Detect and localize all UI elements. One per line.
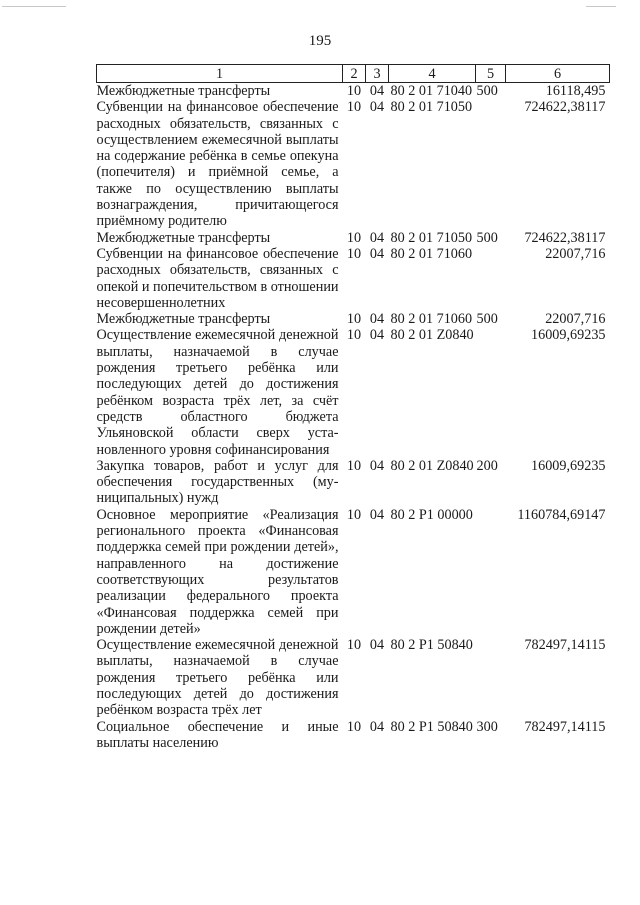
row-target-article: 80 2 P1 00000 <box>390 506 473 523</box>
row-expense-type: 500 <box>476 83 498 99</box>
row-section: 10 <box>346 327 362 344</box>
row-name: Социальное обеспечение и иные выплаты населению <box>96 718 339 751</box>
row-target-article: 80 2 01 71050 <box>390 229 473 246</box>
row-subsection: 04 <box>369 311 385 328</box>
row-amount: 22007,716 <box>545 311 606 328</box>
row-amount: 724622,38117 <box>524 99 606 116</box>
row-subsection: 04 <box>369 245 385 262</box>
row-section: 10 <box>346 83 362 99</box>
row-subsection: 04 <box>369 327 385 344</box>
header-col-3: 3 <box>366 65 389 83</box>
row-name: Основное мероприятие «Реализация регионального проекта «Финансовая поддержка семей при рождении детей», направленного на достижение соответствующих результатов реализации федерального проекта «Финансовая поддержка семей при рождении детей» <box>96 506 339 637</box>
table-row <box>97 458 610 507</box>
scan-mark-left <box>2 6 66 7</box>
budget-table <box>96 64 610 751</box>
row-expense-type: 500 <box>476 311 498 328</box>
row-section: 10 <box>346 457 362 474</box>
row-target-article: 80 2 01 71050 <box>390 99 473 116</box>
row-subsection: 04 <box>369 457 385 474</box>
row-expense-type: 500 <box>476 229 498 246</box>
row-section: 10 <box>346 506 362 523</box>
table-header-row <box>97 65 610 83</box>
row-section: 10 <box>346 718 362 735</box>
row-name: Субвенции на финансовое обеспечение расходных обязательств, связанных с осуществлением ежемесячной выплаты на содержание ребёнка в семье опекуна (попечителя) и приёмной семье, а также по осуществлению выплаты вознаграждения, причитающегося приёмному родителю <box>96 99 339 230</box>
page-number: 195 <box>308 33 332 49</box>
row-subsection: 04 <box>369 637 385 654</box>
row-amount: 22007,716 <box>545 245 606 262</box>
row-subsection: 04 <box>369 83 385 99</box>
row-name: Межбюджетные трансферты <box>96 229 271 246</box>
row-target-article: 80 2 01 71060 <box>390 311 473 328</box>
row-name: Осуществление ежемесячной денежной выплаты, назначаемой в случае рождения третьего ребёнка или последующих детей до достижения ребёнком возраста трёх лет <box>96 637 339 719</box>
header-col-5: 5 <box>476 65 506 83</box>
row-section: 10 <box>346 245 362 262</box>
table-row <box>97 637 610 718</box>
table-row <box>97 83 610 100</box>
table-row <box>97 719 610 752</box>
row-name: Осуществление ежемесячной денежной выплаты, назначаемой в случае рождения третьего ребёнка или последующих детей до достижения ребёнком возраста трёх лет, за счёт средств областного бюджета Ульяновской области сверх установленного уровня софинансирования <box>96 327 339 458</box>
header-col-2: 2 <box>343 65 366 83</box>
row-target-article: 80 2 P1 50840 <box>390 718 473 735</box>
row-target-article: 80 2 01 71060 <box>390 245 473 262</box>
row-section: 10 <box>346 99 362 116</box>
header-col-1: 1 <box>97 65 343 83</box>
row-subsection: 04 <box>369 99 385 116</box>
header-col-6: 6 <box>506 65 610 83</box>
row-subsection: 04 <box>369 718 385 735</box>
row-amount: 16009,69235 <box>531 327 606 344</box>
table-row <box>97 327 610 457</box>
header-col-4: 4 <box>389 65 476 83</box>
row-target-article: 80 2 01 Z0840 <box>390 457 474 474</box>
table-row <box>97 99 610 229</box>
row-target-article: 80 2 P1 50840 <box>390 637 473 654</box>
row-expense-type <box>476 507 506 637</box>
row-amount: 724622,38117 <box>524 229 606 246</box>
row-amount: 1160784,69147 <box>517 506 606 523</box>
row-expense-type <box>476 246 506 311</box>
row-name: Межбюджетные трансферты <box>96 83 271 99</box>
row-expense-type <box>476 99 506 229</box>
row-name: Межбюджетные трансферты <box>96 311 271 328</box>
row-expense-type <box>476 637 506 718</box>
row-subsection: 04 <box>369 506 385 523</box>
row-expense-type: 300 <box>476 718 498 735</box>
row-section: 10 <box>346 311 362 328</box>
row-subsection: 04 <box>369 229 385 246</box>
row-target-article: 80 2 01 71040 <box>390 83 473 99</box>
table-row <box>97 230 610 246</box>
row-amount: 16118,495 <box>545 83 606 99</box>
row-name: Закупка товаров, работ и услуг для обеспечения государственных (муниципальных) нужд <box>96 457 339 507</box>
row-expense-type <box>476 327 506 457</box>
row-section: 10 <box>346 637 362 654</box>
table-row <box>97 311 610 327</box>
scan-mark-right <box>586 6 616 7</box>
table-row <box>97 507 610 637</box>
row-amount: 782497,14115 <box>524 637 606 654</box>
row-expense-type: 200 <box>476 457 498 474</box>
table-row <box>97 246 610 311</box>
row-amount: 782497,14115 <box>524 718 606 735</box>
row-section: 10 <box>346 229 362 246</box>
row-target-article: 80 2 01 Z0840 <box>390 327 474 344</box>
row-name: Субвенции на финансовое обеспечение расходных обязательств, связанных с опекой и попечительством в отношении несовершеннолетних <box>96 245 339 311</box>
row-amount: 16009,69235 <box>531 457 606 474</box>
